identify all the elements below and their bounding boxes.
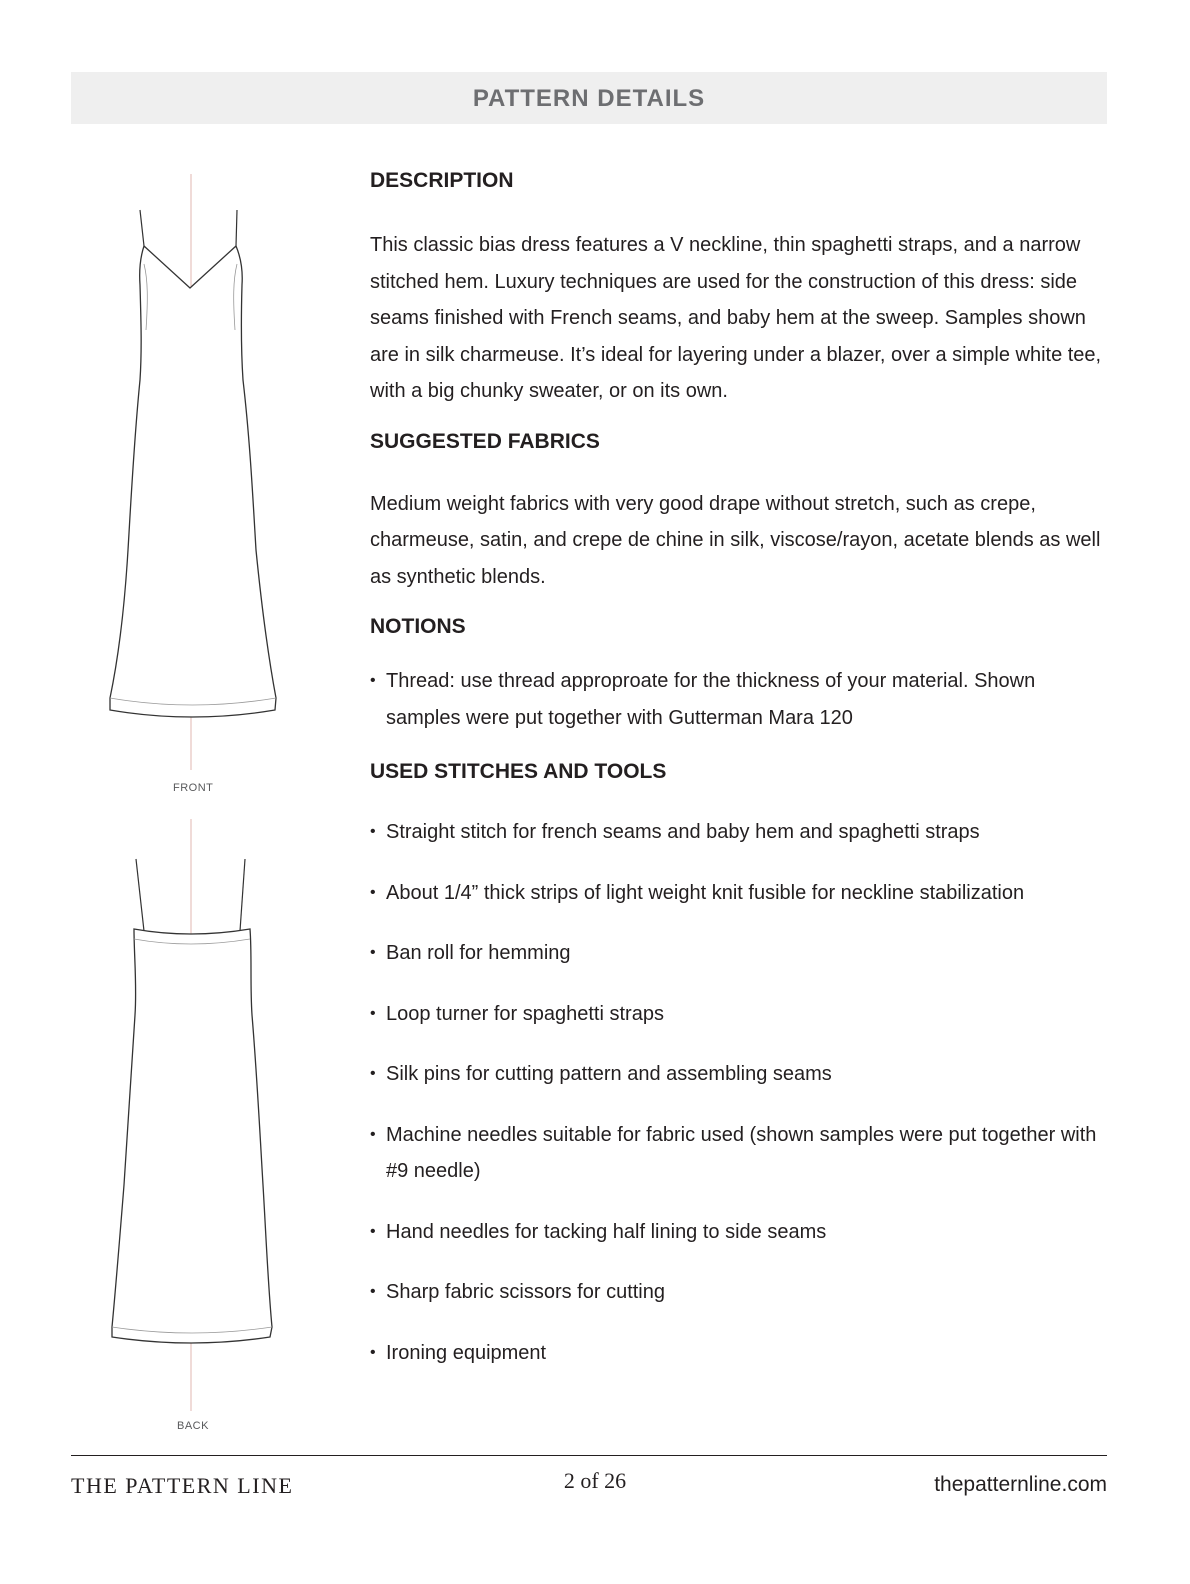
notions-heading: NOTIONS	[370, 615, 466, 638]
list-item	[370, 1056, 1110, 1093]
front-dress-illustration	[100, 170, 290, 775]
bullet-icon: •	[370, 1065, 376, 1082]
tools-list	[370, 814, 1110, 1371]
notions-list	[370, 663, 1110, 736]
bullet-icon: •	[370, 944, 376, 961]
footer-url-link[interactable]: thepatternline.com	[934, 1473, 1107, 1496]
footer-divider	[71, 1455, 1107, 1456]
description-heading: DESCRIPTION	[370, 169, 514, 192]
back-label: BACK	[177, 1420, 209, 1432]
description-text: This classic bias dress features a V neckline, thin spaghetti straps, and a narrow stitched hem. Luxury techniques are used for the construction of this dress: side seams finished with French seams, and baby hem at the sweep. Samples shown are in silk charmeuse. It’s ideal for layering under a blazer, over a simple white tee, with a big chunky sweater, or on its own.	[370, 234, 1102, 402]
bullet-icon: •	[370, 1004, 376, 1022]
list-item-text: Sharp fabric scissors for cutting	[386, 1281, 665, 1303]
page-header	[71, 72, 1107, 124]
list-item-text: Hand needles for tacking half lining to side seams	[386, 1220, 827, 1243]
pattern-details-content	[370, 165, 1110, 1395]
list-item-text: Machine needles suitable for fabric used (shown samples were put together with #9 needle)	[386, 1123, 1097, 1182]
list-item	[370, 935, 1110, 972]
list-item-text: About 1/4” thick strips of light weight knit fusible for neckline stabilization	[386, 881, 1025, 904]
bullet-icon: •	[370, 1283, 376, 1300]
bullet-icon: •	[370, 1222, 376, 1240]
list-item	[370, 996, 1110, 1033]
bullet-icon: •	[370, 1343, 376, 1361]
list-item	[370, 875, 1110, 912]
bullet-icon: •	[370, 883, 376, 901]
footer-brand: THE PATTERN LINE	[71, 1473, 294, 1498]
tools-heading: USED STITCHES AND TOOLS	[370, 760, 667, 783]
list-item-text: Ban roll for hemming	[386, 942, 571, 964]
list-item-text: Silk pins for cutting pattern and assembling seams	[386, 1063, 832, 1085]
back-dress-illustration	[100, 815, 290, 1415]
front-label: FRONT	[173, 782, 214, 794]
page-number: 2 of 26	[563, 1468, 627, 1493]
list-item	[370, 663, 1110, 736]
page-title: PATTERN DETAILS	[472, 85, 706, 112]
list-item-text: Ironing equipment	[386, 1341, 547, 1364]
list-item-text: Thread: use thread approproate for the thickness of your material. Shown samples were put together with Gutterman Mara 120	[386, 670, 1036, 729]
list-item	[370, 1117, 1110, 1190]
list-item	[370, 1214, 1110, 1251]
list-item	[370, 814, 1110, 851]
list-item-text: Straight stitch for french seams and baby hem and spaghetti straps	[386, 821, 980, 843]
fabrics-heading: SUGGESTED FABRICS	[370, 429, 600, 453]
list-item	[370, 1274, 1110, 1311]
fabrics-text: Medium weight fabrics with very good drape without stretch, such as crepe, charmeuse, satin, and crepe de chine in silk, viscose/rayon, acetate blends as well as synthetic blends.	[370, 492, 1101, 588]
bullet-icon: •	[370, 1125, 376, 1143]
bullet-icon: •	[370, 823, 376, 840]
list-item-text: Loop turner for spaghetti straps	[386, 1002, 664, 1025]
list-item	[370, 1335, 1110, 1372]
bullet-icon: •	[370, 672, 376, 689]
